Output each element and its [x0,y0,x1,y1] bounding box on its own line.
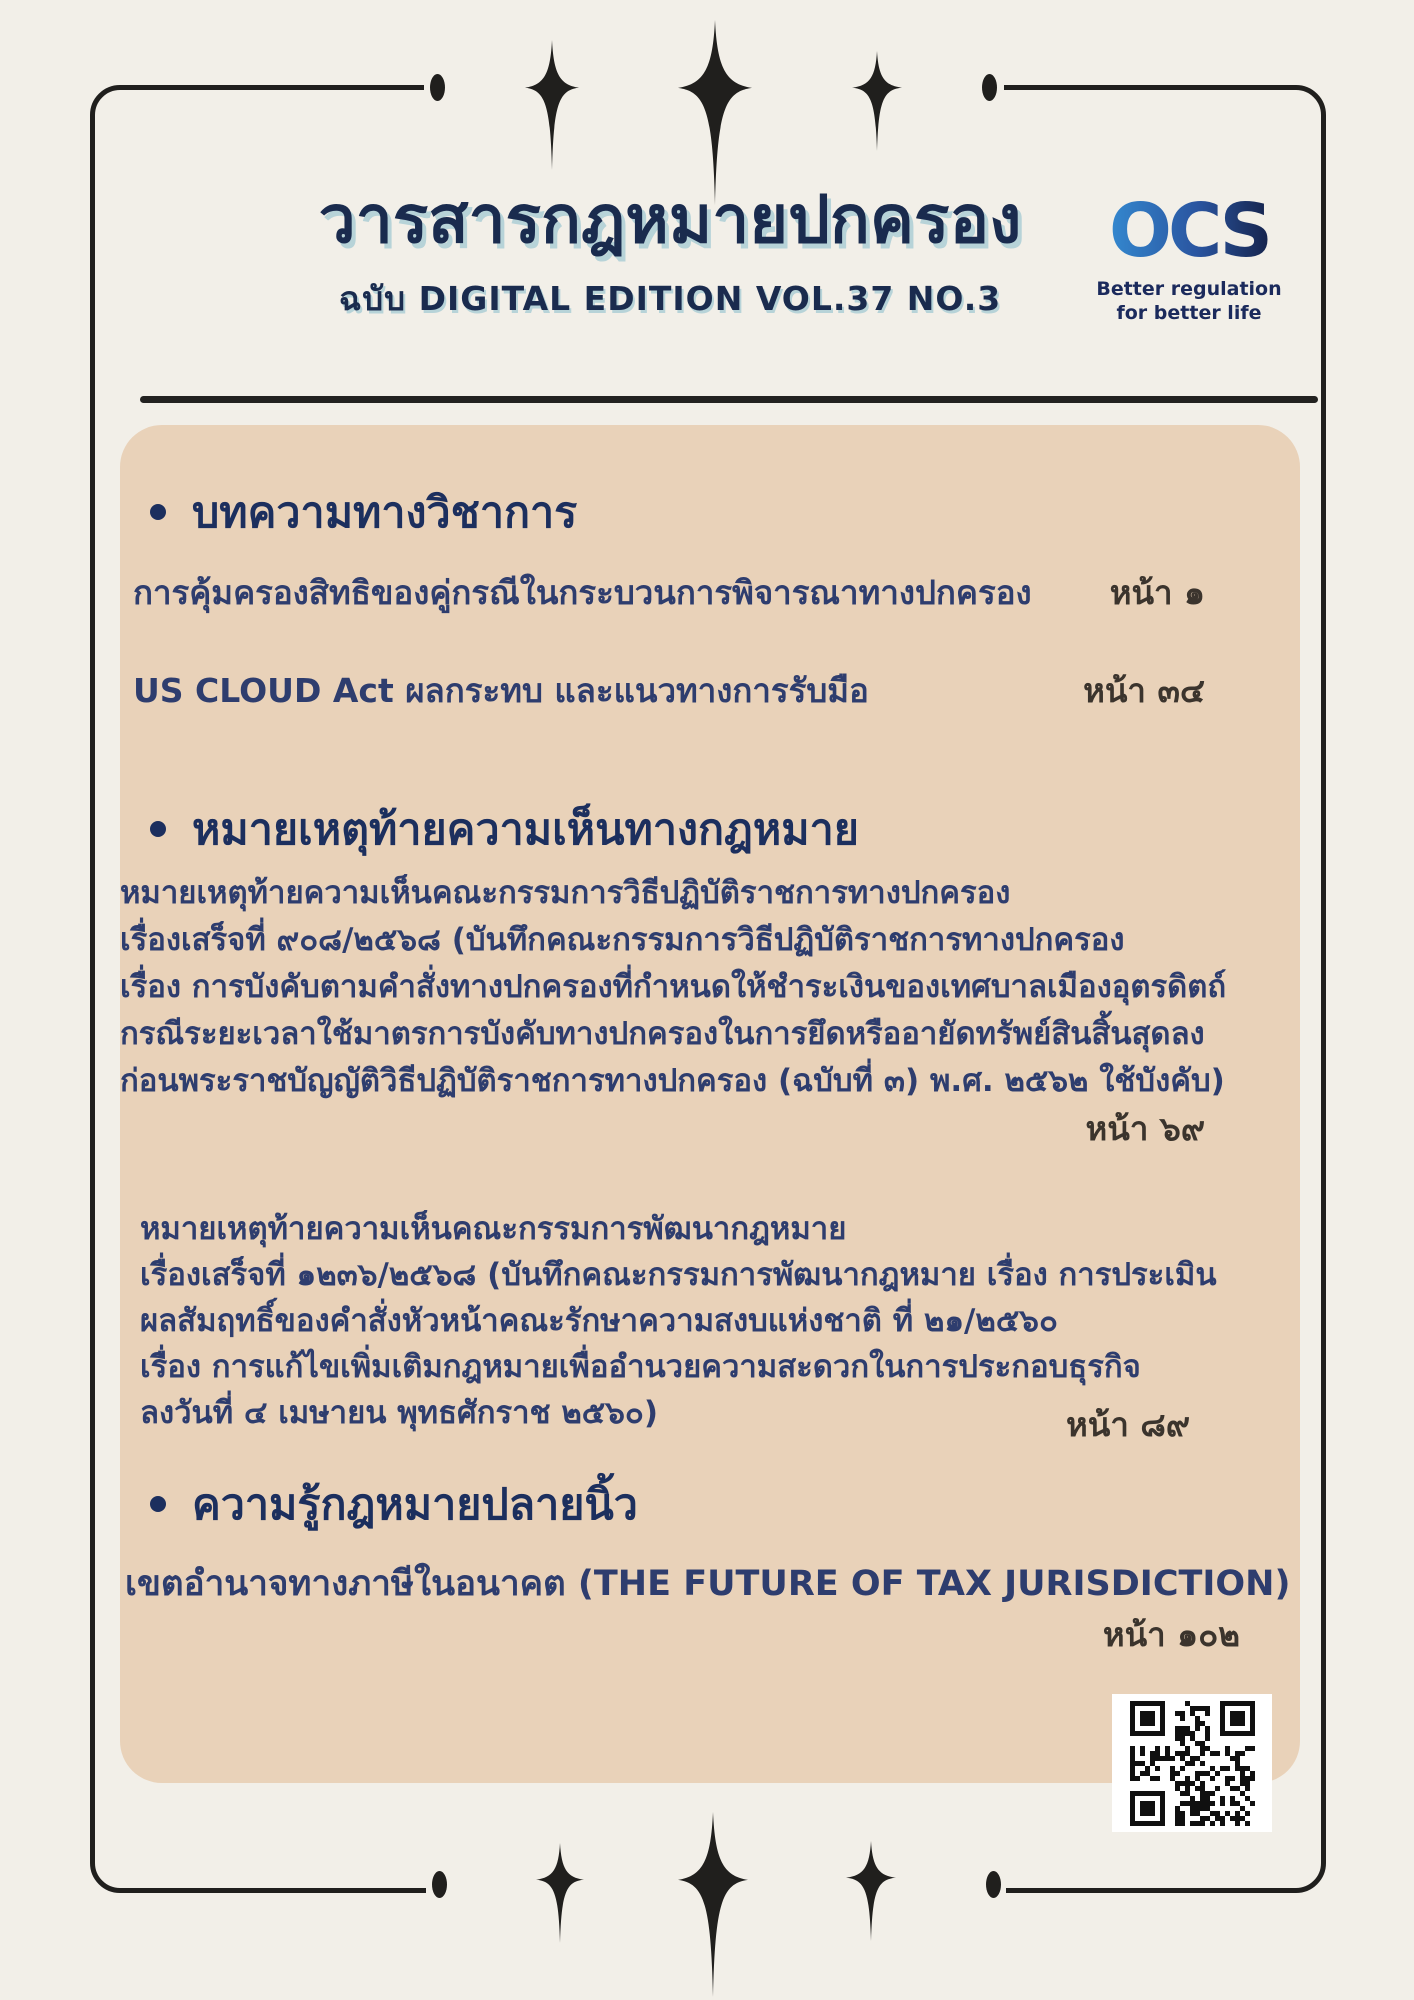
paragraph-line: ผลสัมฤทธิ์ของคำสั่งหัวหน้าคณะรักษาความสงบแห่งชาติ ที่ ๒๑/๒๕๖๐ [140,1303,1058,1339]
qr-code-pattern [1130,1701,1255,1826]
ocs-logo-mark [1096,190,1282,272]
bullet-icon [150,504,166,520]
paragraph-line: เรื่องเสร็จที่ ๙๐๘/๒๕๖๘ (บันทึกคณะกรรมการวิธีปฏิบัติราชการทางปกครอง [120,922,1125,958]
toc-entry-title: US CLOUD Act ผลกระทบ และแนวทางการรับมือ [133,671,869,710]
toc-entry [133,566,1205,619]
paragraph-line: ลงวันที่ ๔ เมษายน พุทธศักราช ๒๕๖๐) [140,1395,659,1431]
border-end-dot [982,74,997,101]
sparkle-icon [536,1843,584,1943]
ocs-logo [1096,190,1282,325]
paragraph-line: เรื่อง การแก้ไขเพิ่มเติมกฎหมายเพื่ออำนวยความสะดวกในการประกอบธุรกิจ [140,1349,1141,1385]
paragraph-line: เรื่อง การบังคับตามคำสั่งทางปกครองที่กำหนดให้ชำระเงินของเทศบาลเมืองอุตรดิตถ์ [120,969,1227,1005]
logo-tagline-line1: Better regulation [1096,278,1282,300]
sparkle-icon [678,1812,748,1997]
page-subtitle: ฉบับ DIGITAL EDITION VOL.37 NO.3 [338,278,1002,318]
section-heading-label: หมายเหตุท้ายความเห็นทางกฎหมาย [192,805,859,855]
toc-entry-page-number: หน้า ๑ [1109,573,1205,612]
toc-entry-title: การคุ้มครองสิทธิของคู่กรณีในกระบวนการพิจารณาทางปกครอง [133,573,1032,612]
section-heading-law-at-fingertips [150,1470,638,1538]
toc-entry-page-number: หน้า ๓๔ [1083,671,1205,710]
bullet-icon [150,1496,166,1512]
toc-entry-page-number: หน้า ๖๙ [1085,1109,1205,1148]
page-title: วารสารกฎหมายปกครอง [318,181,1022,258]
section-heading-label: ความรู้กฎหมายปลายนิ้ว [192,1480,638,1530]
paragraph-line: ก่อนพระราชบัญญัติวิธีปฏิบัติราชการทางปกครอง (ฉบับที่ ๓) พ.ศ. ๒๕๖๒ ใช้บังคับ) [120,1063,1225,1099]
section-heading-label: บทความทางวิชาการ [192,488,578,538]
toc-entry-page-number: หน้า ๑๐๒ [1102,1615,1240,1654]
toc-entry-title: เขตอำนาจทางภาษีในอนาคต (THE FUTURE OF TAX JURISDICTION) [125,1564,1291,1604]
border-end-dot [432,1871,447,1898]
toc-entry-page-number: หน้า ๘๙ [1066,1405,1190,1444]
ocs-logo-text: OCS [1109,190,1269,272]
border-end-dot [430,74,445,101]
paragraph-line: หมายเหตุท้ายความเห็นคณะกรรมการพัฒนากฎหมาย [140,1211,847,1247]
paragraph-line: หมายเหตุท้ายความเห็นคณะกรรมการวิธีปฏิบัติราชการทางปกครอง [120,875,1011,911]
section-heading-legal-opinion-notes [150,795,859,863]
sparkle-icon [678,20,752,205]
paragraph-line: เรื่องเสร็จที่ ๑๒๓๖/๒๕๖๘ (บันทึกคณะกรรมการพัฒนากฎหมาย เรื่อง การประเมิน [140,1257,1217,1293]
header-divider [140,396,1318,403]
toc-entry-paragraph [120,870,1226,1105]
toc-entry [133,664,1205,717]
sparkle-icon [852,51,902,151]
paragraph-line: กรณีระยะเวลาใช้มาตรการบังคับทางปกครองในการยึดหรืออายัดทรัพย์สินสิ้นสุดลง [120,1016,1205,1052]
bullet-icon [150,821,166,837]
border-end-dot [986,1871,1001,1898]
qr-code [1112,1694,1272,1832]
sparkle-icon [846,1841,896,1941]
section-heading-academic-articles [150,478,577,546]
logo-tagline-line2: for better life [1116,302,1262,325]
header [160,182,1180,325]
sparkle-icon [525,40,579,170]
